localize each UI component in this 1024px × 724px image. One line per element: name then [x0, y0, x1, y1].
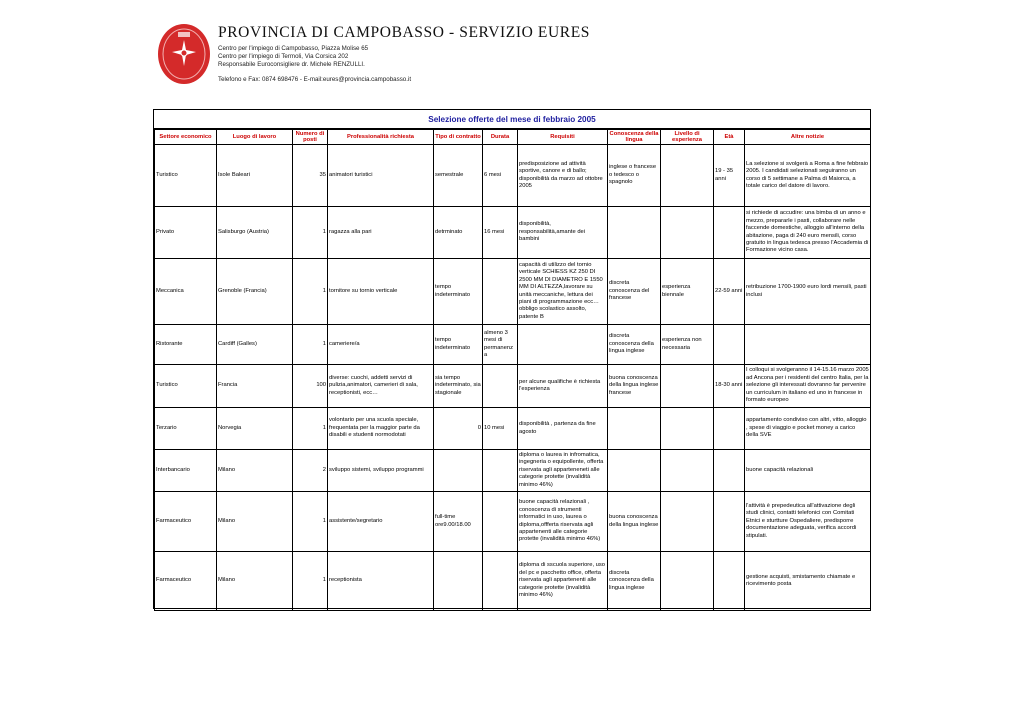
notizie-cell: appartamento condiviso con altri, vitto, alloggio , spese di viaggio e pocket money a carico della SVE — [745, 408, 871, 450]
eta-cell — [714, 408, 745, 450]
posti-cell: 1 — [293, 259, 328, 325]
col-header-altre-notizie: Altre notizie — [745, 130, 871, 145]
requisiti-cell: disponibilità, responsabilità,amante dei bambini — [518, 207, 608, 259]
contratto-cell: sia tempo indeterminato, sia stagionale — [434, 365, 483, 408]
col-header-lingua: Conoscenza della lingua — [608, 130, 661, 145]
posti-cell: 1 — [293, 207, 328, 259]
esperienza-cell — [661, 450, 714, 492]
notizie-cell: buone capacità relazionali — [745, 450, 871, 492]
luogo-cell: Salisburgo (Austria) — [217, 207, 293, 259]
table-row — [155, 408, 871, 450]
esperienza-cell — [661, 145, 714, 207]
durata-cell — [483, 552, 518, 611]
table-row — [155, 259, 871, 325]
professionalita-cell: receptionista — [328, 552, 434, 611]
durata-cell — [483, 450, 518, 492]
esperienza-cell: esperienza biennale — [661, 259, 714, 325]
settore-cell: Ristorante — [155, 325, 217, 365]
eta-cell — [714, 492, 745, 552]
provincia-logo-icon — [156, 22, 212, 86]
table-title: Selezione offerte del mese di febbraio 2005 — [154, 110, 870, 129]
contratto-cell — [434, 450, 483, 492]
offers-grid — [154, 129, 871, 611]
posti-cell: 1 — [293, 325, 328, 365]
table-row — [155, 492, 871, 552]
job-offers-table — [153, 109, 871, 609]
professionalita-cell: tornitore su tornio verticale — [328, 259, 434, 325]
esperienza-cell — [661, 207, 714, 259]
settore-cell: Farmaceutico — [155, 492, 217, 552]
settore-cell: Farmaceutico — [155, 552, 217, 611]
col-header-tipo-contratto: Tipo di contratto — [434, 130, 483, 145]
luogo-cell: Milano — [217, 450, 293, 492]
eta-cell — [714, 207, 745, 259]
professionalita-cell: sviluppo sistemi, sviluppo programmi — [328, 450, 434, 492]
settore-cell: Privato — [155, 207, 217, 259]
posti-cell: 1 — [293, 408, 328, 450]
table-row — [155, 365, 871, 408]
professionalita-cell: cameriere/a — [328, 325, 434, 365]
luogo-cell: Norvegia — [217, 408, 293, 450]
col-header-requisiti: Requisiti — [518, 130, 608, 145]
header-line-2: Centro per l'impiego di Termoli, Via Corsica 202 — [218, 53, 349, 60]
durata-cell: 10 mesi — [483, 408, 518, 450]
notizie-cell: si richiede di accudire: una bimba di un anno e mezzo, prepararle i pasti, collaborare nelle faccende domestiche, alloggio all'interno della abitazione, paga di 240 euro mensili, corso gratuito in lingua tedesca presso l'Accademia di Formazione vicino casa. — [745, 207, 871, 259]
luogo-cell: Milano — [217, 492, 293, 552]
esperienza-cell — [661, 365, 714, 408]
contratto-cell: detrminato — [434, 207, 483, 259]
durata-cell: 16 mesi — [483, 207, 518, 259]
contratto-cell: 0 — [434, 408, 483, 450]
lingua-cell: buona conoscenza della lingua inglese francese — [608, 365, 661, 408]
durata-cell — [483, 259, 518, 325]
settore-cell: Turistico — [155, 145, 217, 207]
table-row — [155, 552, 871, 611]
col-header-eta: Età — [714, 130, 745, 145]
lingua-cell: discreta conoscenza della lingua inglese — [608, 552, 661, 611]
lingua-cell: discreta conoscenza del francese — [608, 259, 661, 325]
settore-cell: Terzario — [155, 408, 217, 450]
professionalita-cell: animatori turistici — [328, 145, 434, 207]
notizie-cell — [745, 325, 871, 365]
header-line-1: Centro per l'impiego di Campobasso, Piazza Molise 65 — [218, 45, 369, 52]
settore-cell: Interbancario — [155, 450, 217, 492]
luogo-cell: Cardiff (Galles) — [217, 325, 293, 365]
lingua-cell: buona conoscenza della lingua inglese — [608, 492, 661, 552]
eta-cell — [714, 325, 745, 365]
requisiti-cell: per alcune qualifiche è richiesta l'esperienza — [518, 365, 608, 408]
col-header-durata: Durata — [483, 130, 518, 145]
requisiti-cell: capacità di utilizzo del tornio verticale SCHIESS KZ 250 DI 2500 MM DI DIAMETRO E 1550 MM DI ALTEZZA,lavorare su unità meccaniche, lettura dei piani di programmazione ecc… obbligo scolastico assolto, patente B — [518, 259, 608, 325]
esperienza-cell — [661, 552, 714, 611]
requisiti-cell: diploma di sscuola superiore, uso del pc e pacchetto office, offerta riservata agli appartenenti alle categorie protette (invalidità minimo 46%) — [518, 552, 608, 611]
professionalita-cell: assistente/segretario — [328, 492, 434, 552]
luogo-cell: Milano — [217, 552, 293, 611]
contratto-cell: full-time ore9.00/18.00 — [434, 492, 483, 552]
table-header-row — [155, 130, 871, 145]
esperienza-cell: esperienza non necessaria — [661, 325, 714, 365]
professionalita-cell: diverse: cuochi, addetti servizi di pulizia,animatori, camerieri di sala, receptionisti, ecc… — [328, 365, 434, 408]
posti-cell: 1 — [293, 492, 328, 552]
durata-cell — [483, 492, 518, 552]
contratto-cell — [434, 552, 483, 611]
table-row — [155, 207, 871, 259]
lingua-cell — [608, 207, 661, 259]
settore-cell: Turistico — [155, 365, 217, 408]
posti-cell: 2 — [293, 450, 328, 492]
luogo-cell: Grenoble (Francia) — [217, 259, 293, 325]
eta-cell: 22-59 anni — [714, 259, 745, 325]
lingua-cell: inglese o francese o tedesco o spagnolo — [608, 145, 661, 207]
contratto-cell: tempo indeterminato — [434, 325, 483, 365]
durata-cell: 6 mesi — [483, 145, 518, 207]
table-row — [155, 325, 871, 365]
esperienza-cell — [661, 408, 714, 450]
col-header-professionalita: Professionalità richiesta — [328, 130, 434, 145]
posti-cell: 100 — [293, 365, 328, 408]
lingua-cell — [608, 450, 661, 492]
requisiti-cell — [518, 325, 608, 365]
eta-cell — [714, 450, 745, 492]
requisiti-cell: diploma o laurea in infromatica, ingegneria o equipollente, offerta riservata agli apparteneneti alle categorie protette (invalidità minimo 46%) — [518, 450, 608, 492]
col-header-numero-posti: Numero di posti — [293, 130, 328, 145]
durata-cell — [483, 365, 518, 408]
durata-cell: almeno 3 mesi di permanenza — [483, 325, 518, 365]
contratto-cell: tempo indeterminato — [434, 259, 483, 325]
notizie-cell: La selezione si svolgerà a Roma a fine febbraio 2005. I candidati selezionati seguiranno un corso di 5 settimane a Palma di Maiorca, a totale carico del datore di lavoro. — [745, 145, 871, 207]
notizie-cell: gestione acquisti, smistamento chiamate e ricevimento posta — [745, 552, 871, 611]
settore-cell: Meccanica — [155, 259, 217, 325]
header-contacts: Telefono e Fax: 0874 698476 - E-mail:eures@provincia.campobasso.it — [218, 76, 412, 83]
col-header-esperienza: Livello di esperienza — [661, 130, 714, 145]
luogo-cell: Francia — [217, 365, 293, 408]
header-line-3: Responsabile Euroconsigliere dr. Michele RENZULLI. — [218, 61, 365, 68]
posti-cell: 35 — [293, 145, 328, 207]
header-title: PROVINCIA DI CAMPOBASSO - SERVIZIO EURES — [218, 24, 590, 41]
lingua-cell — [608, 408, 661, 450]
lingua-cell: discreta conoscenza della lingua inglese — [608, 325, 661, 365]
requisiti-cell: buone capacità relazionali , conoscenza di strumenti informatici in uso, laurea o diploma,offferta riservata agli appartenenti alle categorie protette (invalidità minimo 46%) — [518, 492, 608, 552]
table-row — [155, 145, 871, 207]
eta-cell: 19 - 35 anni — [714, 145, 745, 207]
eta-cell: 18-30 anni — [714, 365, 745, 408]
luogo-cell: Isole Baleari — [217, 145, 293, 207]
professionalita-cell: ragazza alla pari — [328, 207, 434, 259]
professionalita-cell: volontario per una scuola speciale, frequentata per la maggior parte da disabili e studenti normodotati — [328, 408, 434, 450]
eta-cell — [714, 552, 745, 611]
col-header-luogo: Luogo di lavoro — [217, 130, 293, 145]
posti-cell: 1 — [293, 552, 328, 611]
requisiti-cell: disponibilità , partenza da fine agosto — [518, 408, 608, 450]
notizie-cell: l'attività è prepedeutica all'attivazione degli studi clinici, contatti telefonici con Comitati Etnici e sturtture Ospedaliere, predisporre documentazione adeguata, verifica accordi stipulati. — [745, 492, 871, 552]
contratto-cell: semestrale — [434, 145, 483, 207]
col-header-settore: Settore economico — [155, 130, 217, 145]
notizie-cell: retribuzione 1700-1900 euro lordi mensili, pasti inclusi — [745, 259, 871, 325]
requisiti-cell: predisposizione ad attività sportive, canore e di ballo; disponibilità da marzo ad ottobre 2005 — [518, 145, 608, 207]
notizie-cell: I colloqui si svolgeranno il 14-15.16 marzo 2005 ad Ancona per i residenti del centro Italia, per la selezione gli interessati dovranno far pervenire un curriculum in italiano ed uno in francese in formato europeo — [745, 365, 871, 408]
esperienza-cell — [661, 492, 714, 552]
table-row — [155, 450, 871, 492]
